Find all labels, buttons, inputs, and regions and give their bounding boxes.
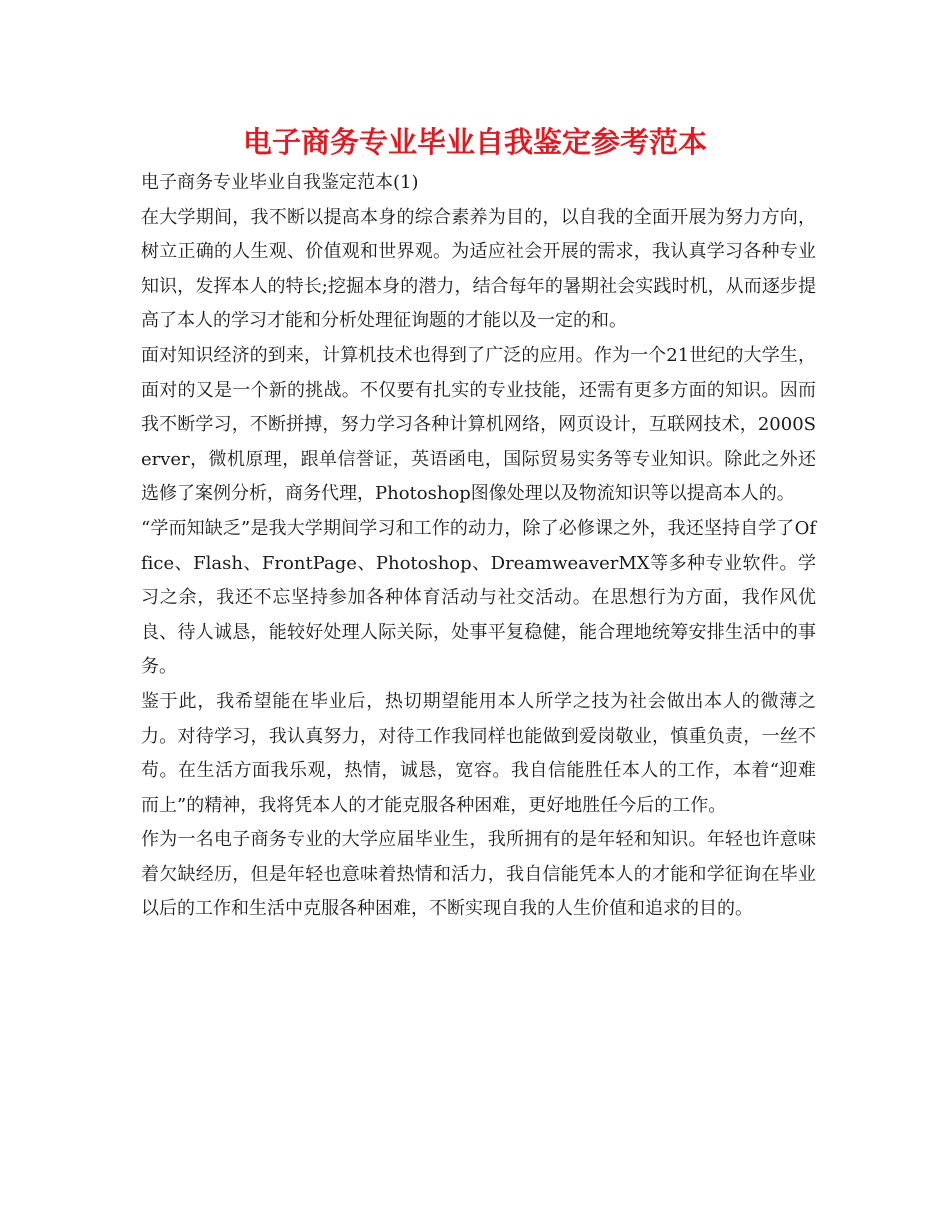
paragraph-4: 鉴于此，我希望能在毕业后，热切期望能用本人所学之技为社会做出本人的微薄之力。对待学习，我认真努力，对待工作我同样也能做到爱岗敬业，慎重负责，一丝不苟。在生活方面我乐观，热情，诚恳，宽容。我自信能胜任本人的工作，本着“迎难而上”的精神，我将凭本人的才能克服各种困难，更好地胜任今后的工作。 <box>141 690 816 816</box>
paragraph-2: 面对知识经济的到来，计算机技术也得到了广泛的应用。作为一个21世纪的大学生，面对的又是一个新的挑战。不仅要有扎实的专业技能，还需有更多方面的知识。因而我不断学习，不断拼搏，努力学习各种计算机网络，网页设计，互联网技术，2000Server，微机原理，跟单信誉证，英语函电，国际贸易实务等专业知识。除此之外还选修了案例分析，商务代理，Photoshop图像处理以及物流知识等以提高本人的。 <box>141 344 816 505</box>
paragraph-5: 作为一名电子商务专业的大学应届毕业生，我所拥有的是年轻和知识。年轻也许意味着欠缺经历，但是年轻也意味着热情和活力，我自信能凭本人的才能和学征询在毕业以后的工作和生活中克服各种困难，不断实现自我的人生价值和追求的目的。 <box>141 829 816 920</box>
document-subtitle: 电子商务专业毕业自我鉴定范本(1) <box>141 172 419 193</box>
paragraph-3: “学而知缺乏”是我大学期间学习和工作的动力，除了必修课之外，我还坚持自学了Office、Flash、FrontPage、Photoshop、DreamweaverMX等多种专业软件。学习之余，我还不忘坚持参加各种体育活动与社交活动。在思想行为方面，我作风优良、待人诚恳，能较好处理人际关际，处事平复稳健，能合理地统筹安排生活中的事务。 <box>141 517 816 678</box>
document-title: 电子商务专业毕业自我鉴定参考范本 <box>242 125 707 159</box>
document-body <box>141 166 816 927</box>
paragraph-1: 在大学期间，我不断以提高本身的综合素养为目的，以自我的全面开展为努力方向，树立正确的人生观、价值观和世界观。为适应社会开展的需求，我认真学习各种专业知识，发挥本人的特长;挖掘本身的潜力，结合每年的暑期社会实践时机，从而逐步提高了本人的学习才能和分析处理征询题的才能以及一定的和。 <box>141 206 816 332</box>
